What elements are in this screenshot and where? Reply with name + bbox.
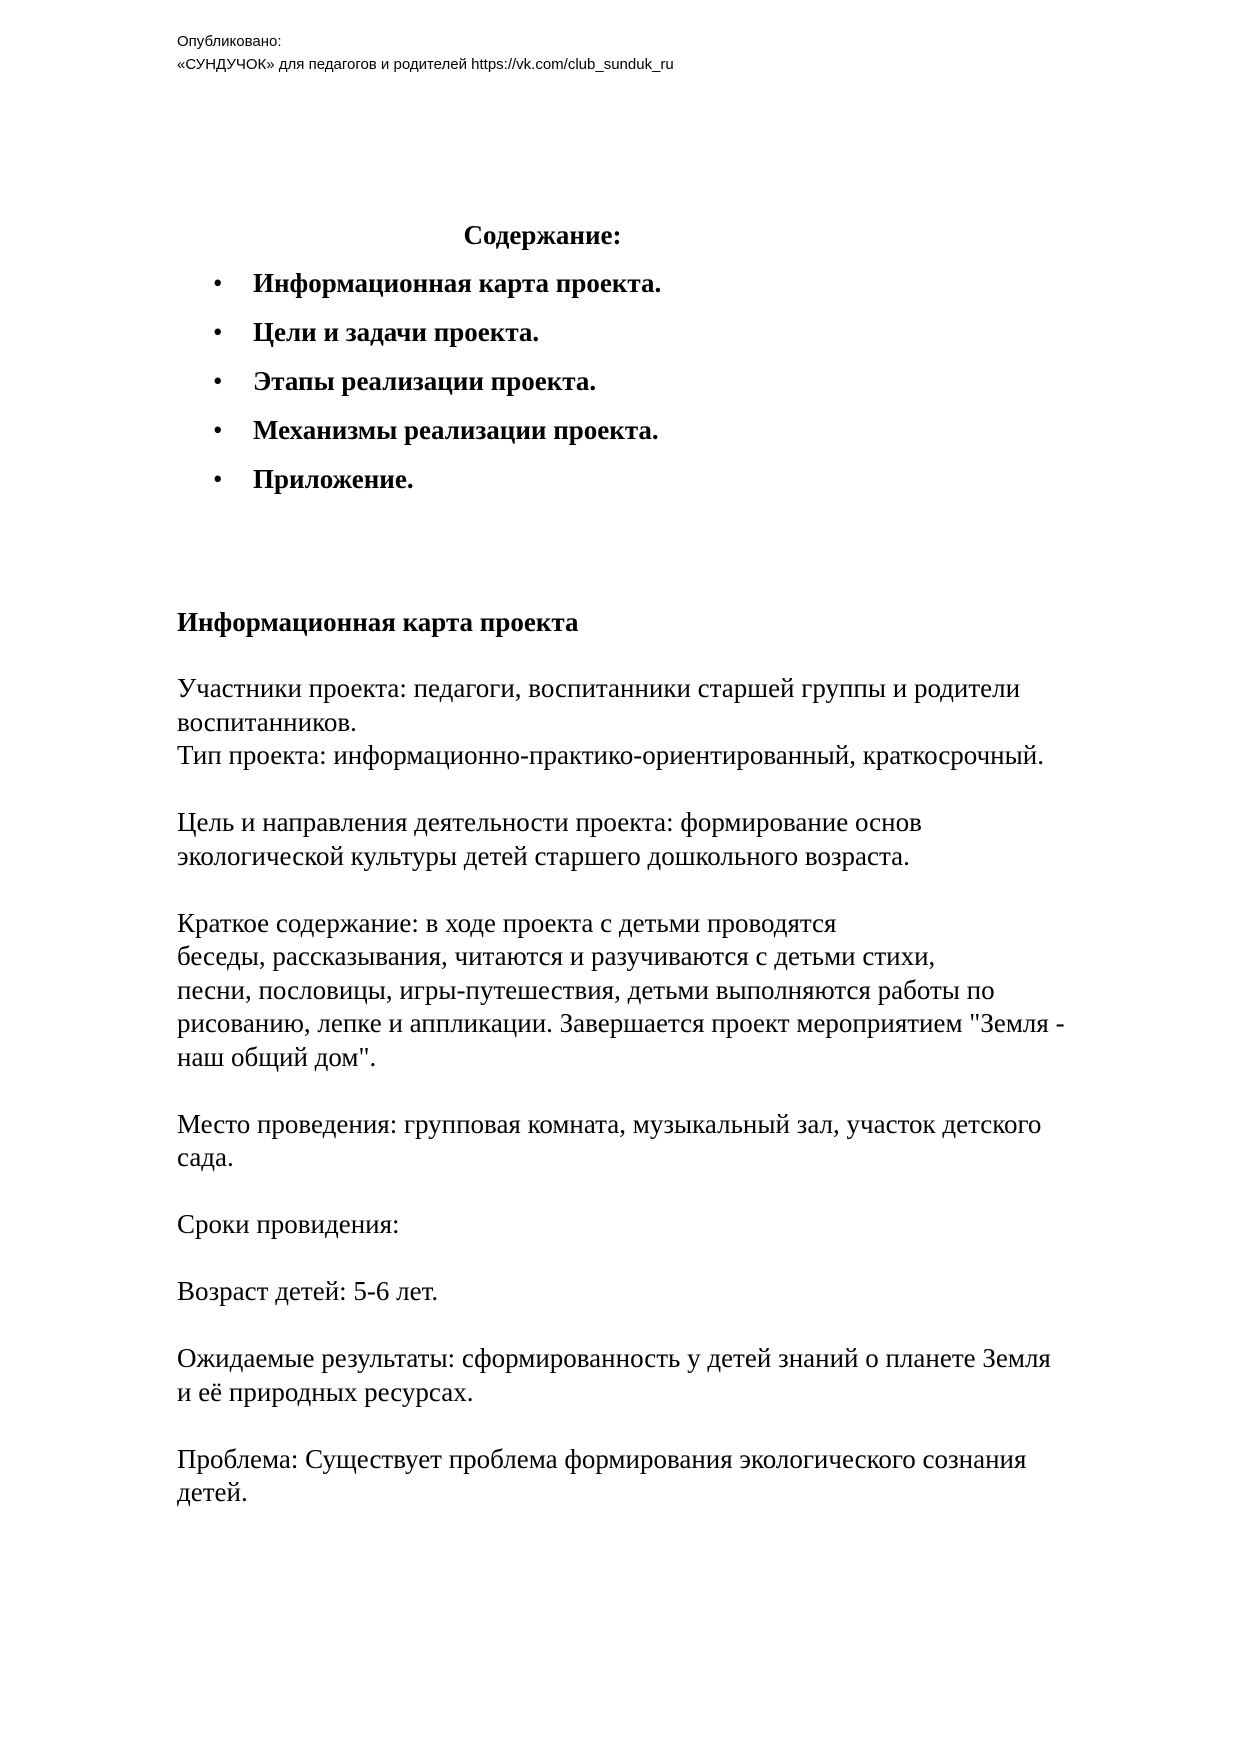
bullet-icon: •: [213, 464, 223, 494]
toc-item-label: Механизмы реализации проекта.: [253, 415, 659, 445]
text-line: экологической культуры детей старшего дошкольного возраста.: [177, 840, 910, 871]
published-label: Опубликовано:: [177, 33, 282, 50]
text-line: Цель и направления деятельности проекта: формирование основ: [177, 807, 922, 837]
text-line: беседы, рассказывания, читаются и разучиваются с детьми стихи,: [177, 941, 936, 971]
published-source: «СУНДУЧОК» для педагогов и родителей https://vk.com/club_sunduk_ru: [177, 56, 674, 73]
info-card-body: [177, 672, 1157, 1543]
text-line: Участники проекта: педагоги, воспитанники старшей группы и родители: [177, 673, 1021, 703]
section-heading-info-card: Информационная карта проекта: [177, 607, 579, 637]
bullet-icon: •: [213, 415, 223, 445]
dates-paragraph: [177, 1208, 1157, 1242]
participants-paragraph: [177, 672, 1157, 739]
bullet-icon: •: [213, 317, 223, 347]
text-line: Краткое содержание: в ходе проекта с детьми проводятся: [177, 907, 837, 938]
problem-paragraph: [177, 1443, 1157, 1510]
text-line: Проблема: Существует проблема формирования экологического сознания: [177, 1443, 1027, 1474]
table-of-contents: [213, 265, 661, 510]
published-header: [177, 30, 674, 76]
text-line: Место проведения: групповая комната, музыкальный зал, участок детского: [177, 1108, 1042, 1139]
text-line: и её природных ресурсах.: [177, 1376, 474, 1407]
text-line: наш общий дом".: [177, 1041, 377, 1072]
text-line: Возраст детей: 5-6 лет.: [177, 1276, 439, 1306]
text-line: Ожидаемые результаты: сформированность у детей знаний о планете Земля: [177, 1343, 1051, 1373]
place-paragraph: [177, 1108, 1157, 1175]
text-line: воспитанников.: [177, 706, 357, 737]
toc-item-label: Информационная карта проекта.: [253, 268, 662, 298]
results-paragraph: [177, 1342, 1157, 1409]
toc-item-label: Приложение.: [253, 464, 414, 494]
toc-item: [213, 314, 661, 363]
toc-item: [213, 461, 661, 510]
toc-item: [213, 412, 661, 461]
toc-item: [213, 265, 661, 314]
text-line: Тип проекта: информационно-практико-ориентированный, краткосрочный.: [177, 740, 1044, 770]
goal-paragraph: [177, 806, 1157, 873]
text-line: рисованию, лепке и аппликации. Завершается проект мероприятием "Земля -: [177, 1008, 1065, 1038]
summary-paragraph: [177, 907, 1157, 1075]
text-line: песни, пословицы, игры-путешествия, детьми выполняются работы по: [177, 974, 995, 1005]
bullet-icon: •: [213, 268, 223, 298]
toc-item: [213, 363, 661, 412]
toc-title: Содержание:: [463, 220, 622, 250]
age-paragraph: [177, 1275, 1157, 1309]
type-paragraph: [177, 739, 1157, 773]
toc-item-label: Цели и задачи проекта.: [253, 317, 540, 347]
text-line: сада.: [177, 1142, 234, 1172]
text-line: детей.: [177, 1477, 248, 1507]
toc-item-label: Этапы реализации проекта.: [253, 366, 597, 396]
bullet-icon: •: [213, 366, 223, 396]
text-line: Сроки провидения:: [177, 1209, 400, 1239]
